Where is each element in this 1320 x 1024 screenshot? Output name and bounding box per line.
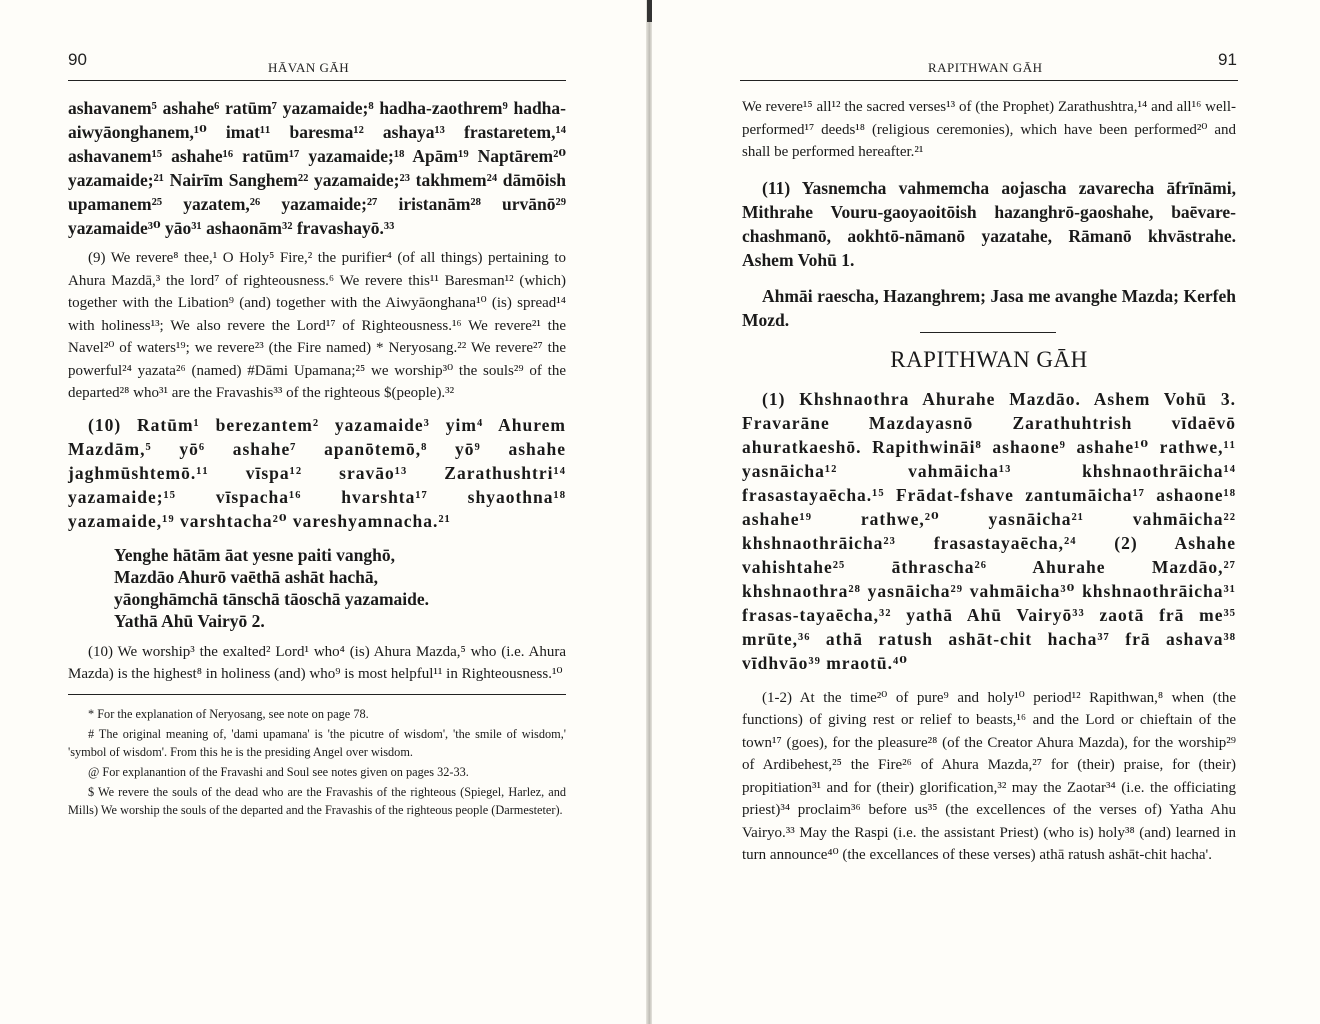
right-column bbox=[742, 96, 1236, 867]
footnote-rule bbox=[68, 694, 566, 695]
section-title: RAPITHWAN GĀH bbox=[890, 346, 1088, 372]
footnote: # The original meaning of, 'dami upamana' is 'the picutre of wisdom', 'the smile of wisdom,' 'symbol of wisdom'. From this he is the presiding Angel over wisdom. bbox=[68, 726, 566, 759]
section-divider bbox=[920, 332, 1056, 333]
left-column bbox=[68, 96, 566, 821]
left-page bbox=[0, 0, 648, 1024]
page-number: 91 bbox=[1218, 50, 1237, 69]
translation-paragraph-1-2: (1-2) At the time²⁰ of pure⁹ and holy¹⁰ period¹² Rapithwan,⁸ when (the functions) of giving rest or relief to beasts,¹⁶ and the Lord or chieftain of the town¹⁷ (goes), for the pleasure²⁸ (of the Creator Ahura Mazda), for the worship²⁹ of Ardibehest,²⁵ the Fire²⁶ of Ahura Mazda,²⁷ for (their) praise, for (their) propitiation³¹ and for (their) glorification,³² may the Zaotar³⁴ (i.e. the officiating priest)³⁴ proclaim³⁶ before us³⁵ (the excellences of the verses of) Yatha Ahu Vairyo.³³ May the Raspi (i.e. the assistant Priest) (who is) holy³⁸ (and) learned in turn announce⁴⁰ (the excellances of these verses) athā ratush ashāt-chit hacha'. bbox=[742, 689, 1236, 863]
avestan-text-block-11: (11) Yasnemcha vahmemcha aojascha zavarecha āfrīnāmi, Mithrahe Vouru-gaoyaoitōish hazanghrō-gaoshahe, baēvare-chashmanō, aokhtō-nāmanō yazatahe, Rāmanō khvāstrahe. Ashem Vohū 1. bbox=[742, 177, 1236, 270]
header-rule bbox=[740, 80, 1238, 81]
footnote: @ For explanantion of the Fravashi and Soul see notes given on pages 32-33. bbox=[88, 764, 469, 779]
prayer-line: Mazdāo Ahurō vaēthā ashāt hachā, bbox=[114, 566, 378, 587]
translation-paragraph: We revere¹⁵ all¹² the sacred verses¹³ of (the Prophet) Zarathushtra,¹⁴ and all¹⁶ well-performed¹⁷ deeds¹⁸ (religious ceremonies), which have been performed²⁰ and shall be performed hereafter.²¹ bbox=[742, 99, 1236, 160]
footnote: $ We revere the souls of the dead who are the Fravashis of the righteous (Spiegel, Harlez, and Mills) We worship the souls of the departed and the Fravashis of the righteous people (Darmesteter). bbox=[68, 784, 566, 817]
translation-paragraph-9: (9) We revere⁸ thee,¹ O Holy⁵ Fire,² the purifier⁴ (of all things) pertaining to Ahura Mazdā,³ the lord⁷ of righteousness.⁶ We revere this¹¹ Baresman¹² (which) together with the Libation⁹ (and) together with the Aiwyāonghana¹⁰ (is) spread¹⁴ with holiness¹³; We also revere the Lord¹⁷ of Righteousness.¹⁶ We revere²¹ the Navel²⁰ of waters¹⁹; we revere²³ (the Fire named) * Neryosang.²² We revere²⁷ the powerful²⁴ yazata²⁶ (named) #Dāmi Upamana;²⁵ we worship³⁰ the souls²⁹ of the departed²⁸ who³¹ are the Fravashis³³ of the righteous $(people).³² bbox=[68, 250, 566, 401]
page-number: 90 bbox=[68, 50, 87, 69]
running-head: RAPITHWAN GĀH bbox=[928, 60, 1043, 75]
avestan-text-block-1-2: (1) Khshnaothra Ahurahe Mazdāo. Ashem Vohū 3. Fravarāne Mazdayasnō Zarathuhtrish vīdaēvō ahuratkaeshō. Rapithwināi⁸ ashaone⁹ ashahe¹⁰ rathwe,¹¹ yasnāicha¹² vahmāicha¹³ khshnaothrāicha¹⁴ frasastayaēcha.¹⁵ Frādat-fshave zantumāicha¹⁷ ashaone¹⁸ ashahe¹⁹ rathwe,²⁰ yasnāicha²¹ vahmāicha²² khshnaothrāicha²³ frasastayaēcha,²⁴ (2) Ashahe vahishtahe²⁵ āthrascha²⁶ Ahurahe Mazdāo,²⁷ khshnaothra²⁸ yasnāicha²⁹ vahmāicha³⁰ khshnaothrāicha³¹ frasas-tayaēcha,³² yathā Ahū Vairyō³³ zaotā frā me³⁵ mrūte,³⁶ athā ratush ashāt-chit hacha³⁷ frā ashava³⁸ vīdhvāo³⁹ mraotū.⁴⁰ bbox=[742, 388, 1236, 673]
footnote: * For the explanation of Neryosang, see note on page 78. bbox=[88, 706, 369, 721]
prayer-line: yāonghāmchā tānschā tāoschā yazamaide. bbox=[114, 588, 430, 609]
prayer-verse bbox=[68, 544, 566, 632]
header-rule bbox=[68, 80, 566, 81]
running-head: HĀVAN GĀH bbox=[268, 60, 350, 75]
avestan-text-block: Ahmāi raescha, Hazanghrem; Jasa me avanghe Mazda; Kerfeh Mozd. bbox=[742, 285, 1236, 330]
translation-paragraph-10: (10) We worship³ the exalted² Lord¹ who⁴ (is) Ahura Mazda,⁵ who (i.e. Ahura Mazda) is the highest⁸ in holiness (and) who⁹ is most helpful¹¹ in Righteousness.¹⁰ bbox=[68, 643, 566, 682]
prayer-line: Yenghe hātām āat yesne paiti vanghō, bbox=[114, 544, 395, 565]
avestan-text-block-10: (10) Ratūm¹ berezantem² yazamaide³ yim⁴ Ahurem Mazdām,⁵ yō⁶ ashahe⁷ apanōtemō,⁸ yō⁹ ashahe jaghmūshtemō.¹¹ vīspa¹² sravāo¹³ Zarathushtri¹⁴ yazamaide;¹⁵ vīspacha¹⁶ hvarshta¹⁷ shyaothna¹⁸ yazamaide,¹⁹ varshtacha²⁰ vareshyamnacha.²¹ bbox=[68, 414, 566, 531]
avestan-text-block: ashavanem⁵ ashahe⁶ ratūm⁷ yazamaide;⁸ hadha-zaothrem⁹ hadha-aiwyāonghanem,¹⁰ imat¹¹ baresma¹² ashaya¹³ frastaretem,¹⁴ ashavanem¹⁵ ashahe¹⁶ ratūm¹⁷ yazamaide;¹⁸ Apām¹⁹ Naptārem²⁰ yazamaide;²¹ Nairīm Sanghem²² yazamaide;²³ takhmem²⁴ dāmōish upamanem²⁵ yazatem,²⁶ yazamaide;²⁷ iristanām²⁸ urvānō²⁹ yazamaide³⁰ yāo³¹ ashaonām³² fravashayō.³³ bbox=[68, 98, 566, 238]
prayer-line: Yathā Ahū Vairyō 2. bbox=[114, 610, 265, 631]
right-page bbox=[652, 0, 1320, 1024]
